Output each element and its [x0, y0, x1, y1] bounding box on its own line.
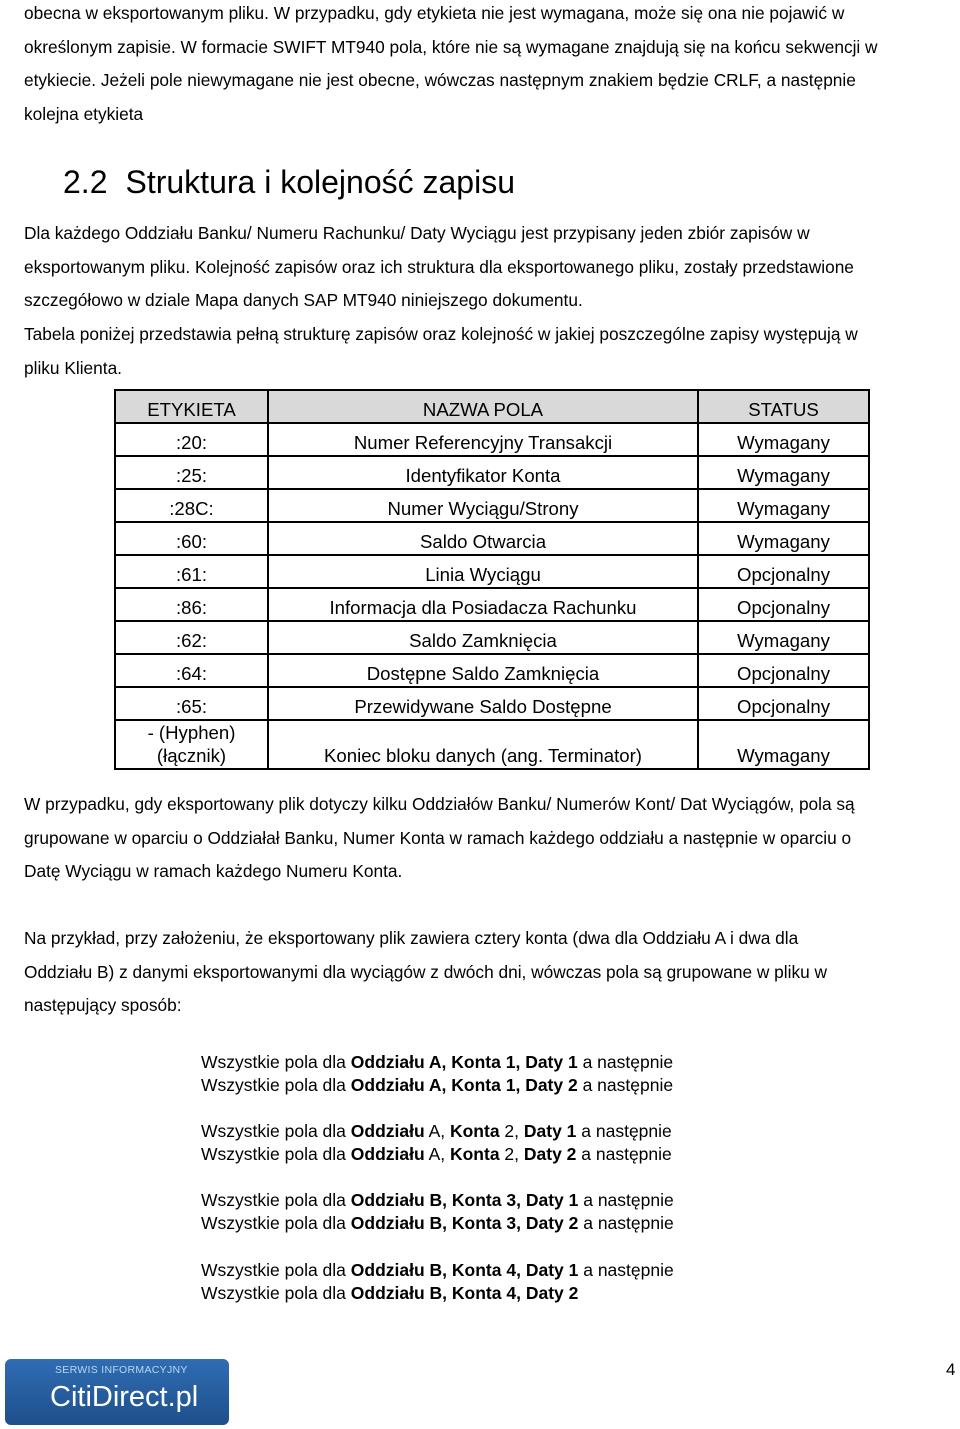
table-row	[115, 522, 869, 555]
text-line: kolejna etykieta	[24, 103, 144, 124]
text-line: Datę Wyciągu w ramach każdego Numeru Konta.	[24, 861, 403, 881]
paragraph-grouping	[24, 788, 958, 889]
table-row	[115, 555, 869, 588]
text-line: eksportowanym pliku. Kolejność zapisów oraz ich struktura dla eksportowanego pliku, zostały przedstawione	[24, 256, 854, 277]
tag-line: (łącznik)	[156, 745, 227, 766]
cell-field-name: Saldo Zamknięcia	[268, 621, 698, 654]
tag-line: - (Hyphen)	[147, 722, 236, 743]
table-row	[115, 621, 869, 654]
cell-status: Wymagany	[698, 489, 869, 522]
cell-status: Wymagany	[698, 720, 869, 769]
text-line: grupowane w oparciu o Oddziałał Banku, Numer Konta w ramach każdego oddziału a następnie w oparciu o	[24, 827, 852, 848]
cell-status: Wymagany	[698, 423, 869, 456]
cell-tag: :25:	[115, 456, 268, 489]
list-item: Wszystkie pola dla Oddziału A, Konta 2, Daty 2 a następnie	[201, 1144, 672, 1164]
cell-field-name: Saldo Otwarcia	[268, 522, 698, 555]
text-line: Oddziału B) z danymi eksportowanymi dla wyciągów z dwóch dni, wówczas pola są grupowane w pliku w	[24, 961, 827, 982]
page-number: 4	[946, 1360, 956, 1379]
section-number: 2.2	[63, 164, 108, 200]
list-item: Wszystkie pola dla Oddziału A, Konta 1, Daty 2 a następnie	[201, 1075, 674, 1095]
table-row	[115, 489, 869, 522]
text-line: etykiecie. Jeżeli pole niewymagane nie jest obecne, wówczas następnym znakiem będzie CRLF, a następnie	[24, 70, 856, 90]
cell-field-name: Przewidywane Saldo Dostępne	[268, 687, 698, 720]
cell-status: Opcjonalny	[698, 588, 869, 621]
table-row	[115, 654, 869, 687]
cell-field-name: Identyfikator Konta	[268, 456, 698, 489]
cell-tag: :20:	[115, 423, 268, 456]
cell-field-name: Numer Referencyjny Transakcji	[268, 423, 698, 456]
table-header-row	[115, 390, 869, 423]
text-line: W przypadku, gdy eksportowany plik dotyczy kilku Oddziałów Banku/ Numerów Kont/ Dat Wyciągów, pola są	[24, 794, 855, 814]
cell-status: Opcjonalny	[698, 654, 869, 687]
paragraph-example	[24, 922, 958, 1023]
cell-field-name: Linia Wyciągu	[268, 555, 698, 588]
list-item: Wszystkie pola dla Oddziału B, Konta 3, Daty 2 a następnie	[201, 1213, 674, 1233]
cell-tag: :62:	[115, 621, 268, 654]
list-item: Wszystkie pola dla Oddziału B, Konta 3, Daty 1 a następnie	[201, 1190, 674, 1210]
text-line: obecna w eksportowanym pliku. W przypadku, gdy etykieta nie jest wymagana, może się ona nie pojawić w	[24, 3, 845, 23]
cell-tag	[115, 720, 268, 769]
column-header-tag: ETYKIETA	[115, 390, 268, 423]
cell-status: Wymagany	[698, 621, 869, 654]
column-header-field-name: NAZWA POLA	[268, 390, 698, 423]
text-line: szczegółowo w dziale Mapa danych SAP MT940 niniejszego dokumentu.	[24, 290, 583, 310]
logo-wordmark: CitiDirect.pl	[50, 1381, 199, 1413]
cell-tag: :61:	[115, 555, 268, 588]
citidirect-logo	[5, 1359, 229, 1425]
list-item: Wszystkie pola dla Oddziału B, Konta 4, Daty 2	[201, 1283, 579, 1303]
list-item: Wszystkie pola dla Oddziału A, Konta 2, Daty 1 a następnie	[201, 1121, 672, 1141]
table-row	[115, 423, 869, 456]
paragraph-table-intro	[24, 318, 958, 385]
paragraph-record-set	[24, 217, 958, 318]
text-line: Tabela poniżej przedstawia pełną strukturę zapisów oraz kolejność w jakiej poszczególne zapisy występują w	[24, 324, 858, 344]
column-header-status: STATUS	[698, 390, 869, 423]
cell-tag: :65:	[115, 687, 268, 720]
text-line: pliku Klienta.	[24, 357, 122, 378]
text-line: Na przykład, przy założeniu, że eksportowany plik zawiera cztery konta (dwa dla Oddziału A i dwa dla	[24, 928, 799, 948]
cell-tag: :64:	[115, 654, 268, 687]
intro-paragraph	[24, 0, 958, 131]
table-row-terminator	[115, 720, 869, 769]
text-line: Dla każdego Oddziału Banku/ Numeru Rachunku/ Daty Wyciągu jest przypisany jeden zbiór zapisów w	[24, 223, 810, 243]
cell-status: Opcjonalny	[698, 687, 869, 720]
cell-field-name: Informacja dla Posiadacza Rachunku	[268, 588, 698, 621]
table-row	[115, 588, 869, 621]
cell-tag: :60:	[115, 522, 268, 555]
section-heading	[63, 160, 515, 204]
cell-field-name: Koniec bloku danych (ang. Terminator)	[268, 720, 698, 769]
logo-tagline: SERWIS INFORMACYJNY	[55, 1364, 188, 1376]
cell-status: Opcjonalny	[698, 555, 869, 588]
section-title: Struktura i kolejność zapisu	[125, 164, 515, 200]
cell-status: Wymagany	[698, 456, 869, 489]
cell-field-name: Numer Wyciągu/Strony	[268, 489, 698, 522]
text-line: określonym zapisie. W formacie SWIFT MT940 pola, które nie są wymagane znajdują się na końcu sekwencji w	[24, 36, 878, 57]
text-line: następujący sposób:	[24, 995, 182, 1015]
list-item: Wszystkie pola dla Oddziału B, Konta 4, Daty 1 a następnie	[201, 1260, 674, 1280]
cell-field-name: Dostępne Saldo Zamknięcia	[268, 654, 698, 687]
cell-tag: :28C:	[115, 489, 268, 522]
table-row	[115, 687, 869, 720]
table-row	[115, 456, 869, 489]
record-structure-table	[114, 389, 870, 770]
list-item: Wszystkie pola dla Oddziału A, Konta 1, Daty 1 a następnie	[201, 1052, 674, 1072]
cell-status: Wymagany	[698, 522, 869, 555]
cell-tag: :86:	[115, 588, 268, 621]
